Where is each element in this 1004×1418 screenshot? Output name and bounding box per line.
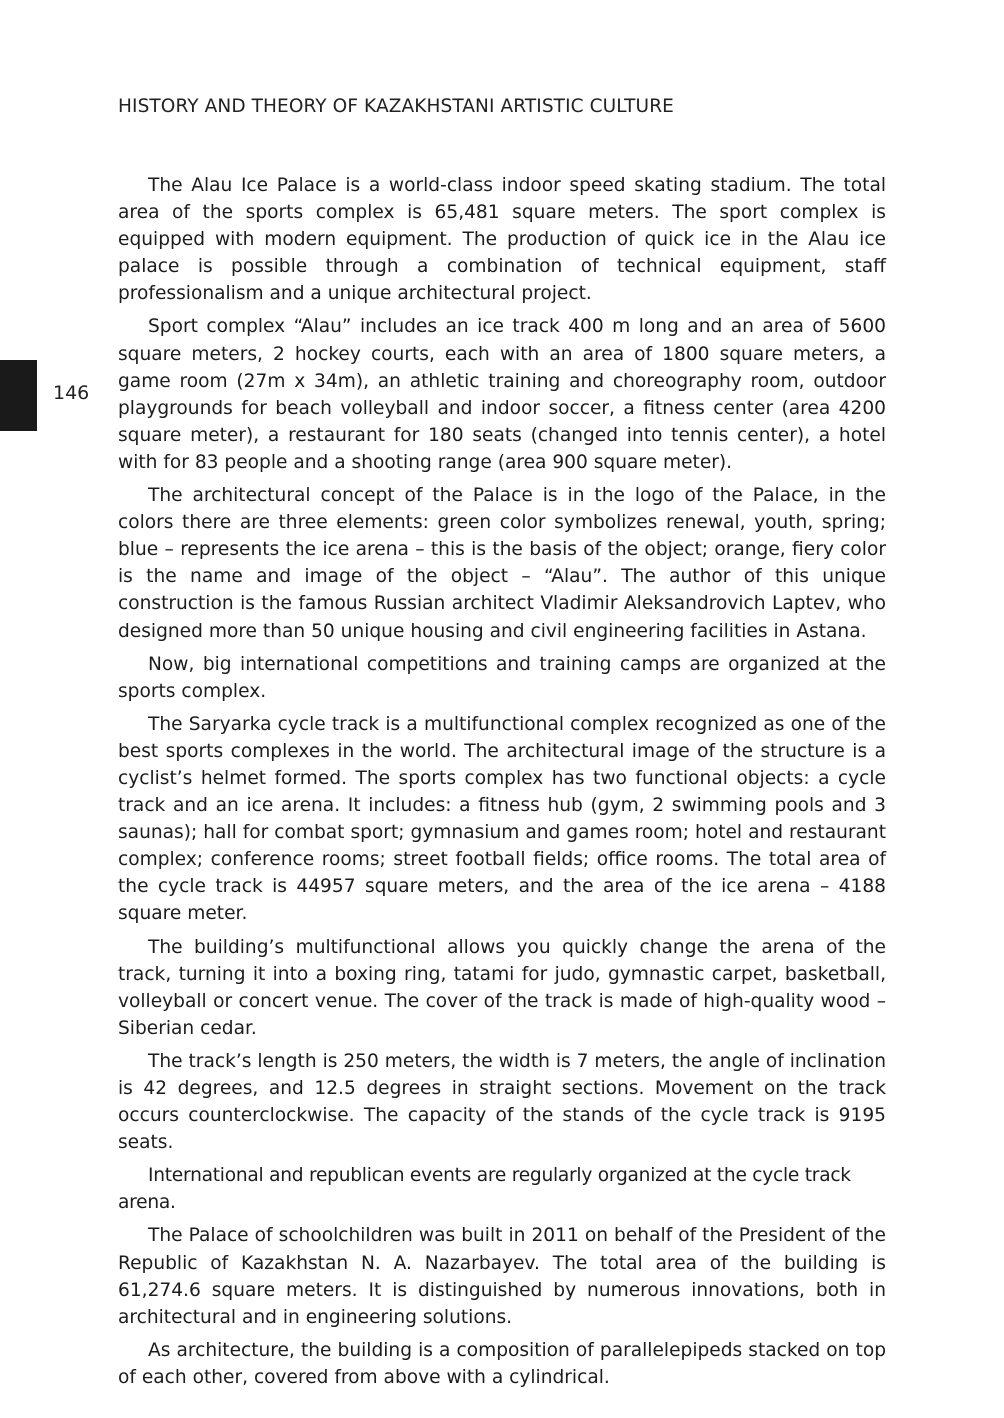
page-number: 146 <box>53 382 90 404</box>
paragraph-alau-facilities: Sport complex “Alau” includes an ice track 400 m long and an area of 5600 square meters, 2 hockey courts, each with an area of 1800 square meters, a game room (27m x 34m), an athletic training and choreography room, outdoor playgrounds for beach volleyball and indoor soccer, a fitness center (area 4200 square meter), a restaurant for 180 seats (changed into tennis center), a hotel with for 83 people and a shooting range (area 900 square meter). <box>118 316 886 473</box>
paragraph-alau-competitions: Now, big international competitions and training camps are organized at the sports complex. <box>118 653 886 702</box>
paragraph-saryarka-multifunctional: The building’s multifunctional allows you quickly change the arena of the track, turning it into a boxing ring, tatami for judo, gymnastic carpet, basketball, volleyball or concert venue. The cover of the track is made of high-quality wood – Siberian cedar. <box>118 936 886 1039</box>
body-text <box>118 172 886 1397</box>
paragraph-schoolchildren-architecture: As architecture, the building is a composition of parallelepipeds stacked on top of each other, covered from above with a cylindrical. <box>118 1339 886 1388</box>
paragraph-saryarka-events: International and republican events are regularly organized at the cycle track arena. <box>118 1165 851 1214</box>
chapter-thumb-tab <box>0 360 37 431</box>
paragraph-alau-concept: The architectural concept of the Palace is in the logo of the Palace, in the colors there are three elements: green color symbolizes renewal, youth, spring; blue – represents the ice arena – this is the basis of the object; orange, fiery color is the name and image of the object – “Alau”. The author of this unique construction is the famous Russian architect Vladimir Aleksandrovich Laptev, who designed more than 50 unique housing and civil engineering facilities in Astana. <box>118 485 886 642</box>
paragraph-alau-intro: The Alau Ice Palace is a world-class indoor speed skating stadium. The total area of the sports complex is 65,481 square meters. The sport complex is equipped with modern equipment. The production of quick ice in the Alau ice palace is possible through a combination of technical equipment, staff professionalism and a unique architectural project. <box>118 175 886 305</box>
running-header: HISTORY AND THEORY OF KAZAKHSTANI ARTISTIC CULTURE <box>118 96 674 117</box>
paragraph-saryarka-intro: The Saryarka cycle track is a multifunctional complex recognized as one of the best sports complexes in the world. The architectural image of the structure is a cyclist’s helmet formed. The sports complex has two functional objects: a cycle track and an ice arena. It includes: a fitness hub (gym, 2 swimming pools and 3 saunas); hall for combat sport; gymnasium and games room; hotel and restaurant complex; conference rooms; street football fields; office rooms. The total area of the cycle track is 44957 square meters, and the area of the ice arena – 4188 square meter. <box>118 713 886 925</box>
paragraph-saryarka-track: The track’s length is 250 meters, the width is 7 meters, the angle of inclination is 42 degrees, and 12.5 degrees in straight sections. Movement on the track occurs counterclockwise. The capacity of the stands of the cycle track is 9195 seats. <box>118 1050 886 1154</box>
paragraph-schoolchildren-palace: The Palace of schoolchildren was built in 2011 on behalf of the President of the Republic of Kazakhstan N. A. Nazarbayev. The total area of the building is 61,274.6 square meters. It is distinguished by numerous innovations, both in architectural and in engineering solutions. <box>118 1225 886 1328</box>
